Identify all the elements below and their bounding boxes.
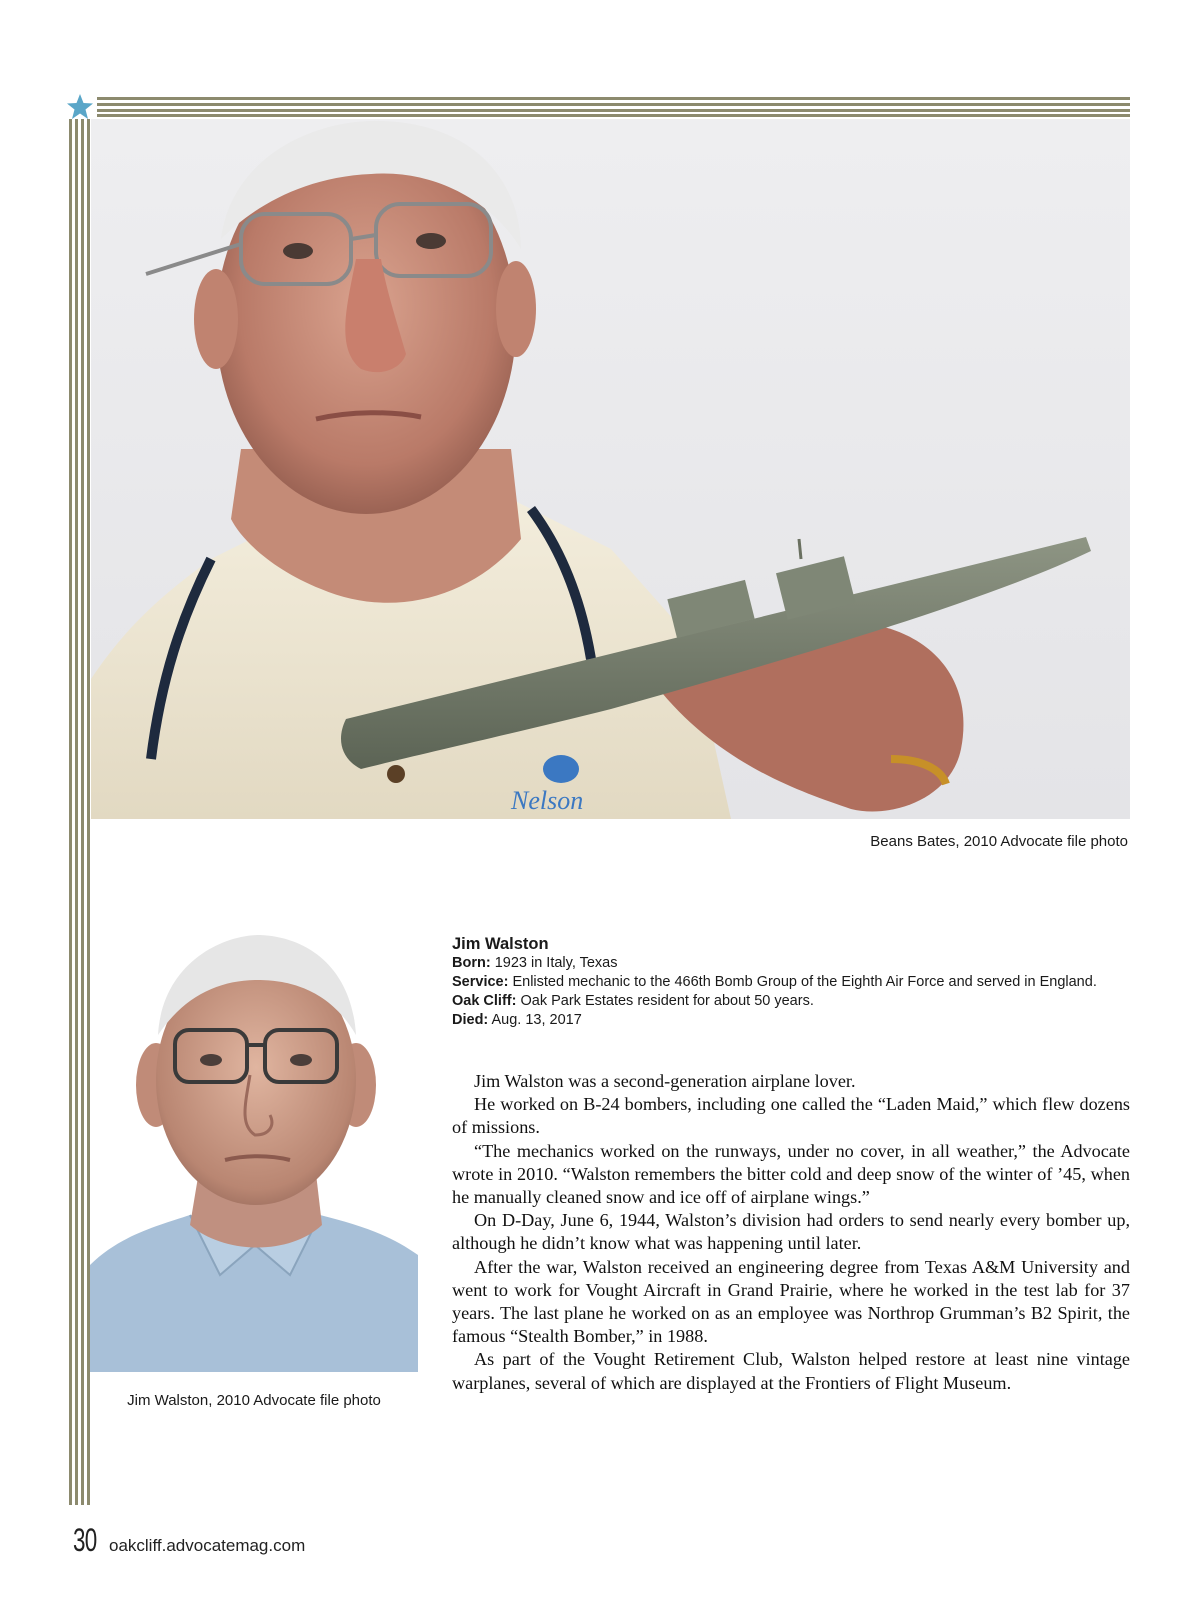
site-url: oakcliff.advocatemag.com [109, 1536, 306, 1555]
profile-facts [452, 934, 1152, 1030]
left-border-lines [69, 119, 91, 1505]
page-number: 30 [73, 1522, 97, 1558]
profile-born: Born: 1923 in Italy, Texas [452, 955, 618, 971]
profile-oak-cliff: Oak Cliff: Oak Park Estates resident for about 50 years. [452, 993, 814, 1009]
hero-photo [91, 119, 1130, 819]
jim-walston-portrait [90, 935, 418, 1372]
star-icon [66, 93, 94, 121]
profile-died: Died: Aug. 13, 2017 [452, 1012, 582, 1028]
portrait-photo-caption: Jim Walston, 2010 Advocate file photo [127, 1392, 381, 1409]
article-paragraph: Jim Walston was a second-generation airplane lover. [474, 1071, 856, 1091]
article-paragraph: After the war, Walston received an engineering degree from Texas A&M University and went to work for Vought Aircraft in Grand Prairie, where he worked in the test lab for 37 years. The last plane he worked on as an employee was Northrop Grumman’s B2 Spirit, the famous “Stealth Bomber,” in 1988. [452, 1256, 1130, 1347]
profile-service: Service: Enlisted mechanic to the 466th Bomb Group of the Eighth Air Force and served in England. [452, 974, 1097, 990]
profile-name: Jim Walston [452, 935, 549, 953]
shirt-logo-text: Nelson [511, 786, 584, 815]
article-paragraph: He worked on B-24 bombers, including one called the “Laden Maid,” which flew dozens of missions. [452, 1094, 1130, 1138]
veteran-holding-ship-model-photo [91, 119, 1130, 819]
article-body [452, 1070, 1130, 1395]
article-paragraph: “The mechanics worked on the runways, under no cover, in all weather,” the Advocate wrote in 2010. “Walston remembers the bitter cold and deep snow of the winter of ’45, when he manually cleaned snow and ice off of airplane wings.” [452, 1140, 1130, 1208]
article-paragraph: On D-Day, June 6, 1944, Walston’s division had orders to send nearly every bomber up, although he didn’t know what was happening until later. [452, 1210, 1130, 1254]
hero-photo-caption: Beans Bates, 2010 Advocate file photo [870, 833, 1128, 850]
article-paragraph: As part of the Vought Retirement Club, Walston helped restore at least nine vintage warplanes, several of which are displayed at the Frontiers of Flight Museum. [452, 1349, 1130, 1393]
top-border-lines [97, 97, 1130, 117]
portrait-photo [90, 935, 418, 1372]
page-footer [73, 1522, 306, 1562]
